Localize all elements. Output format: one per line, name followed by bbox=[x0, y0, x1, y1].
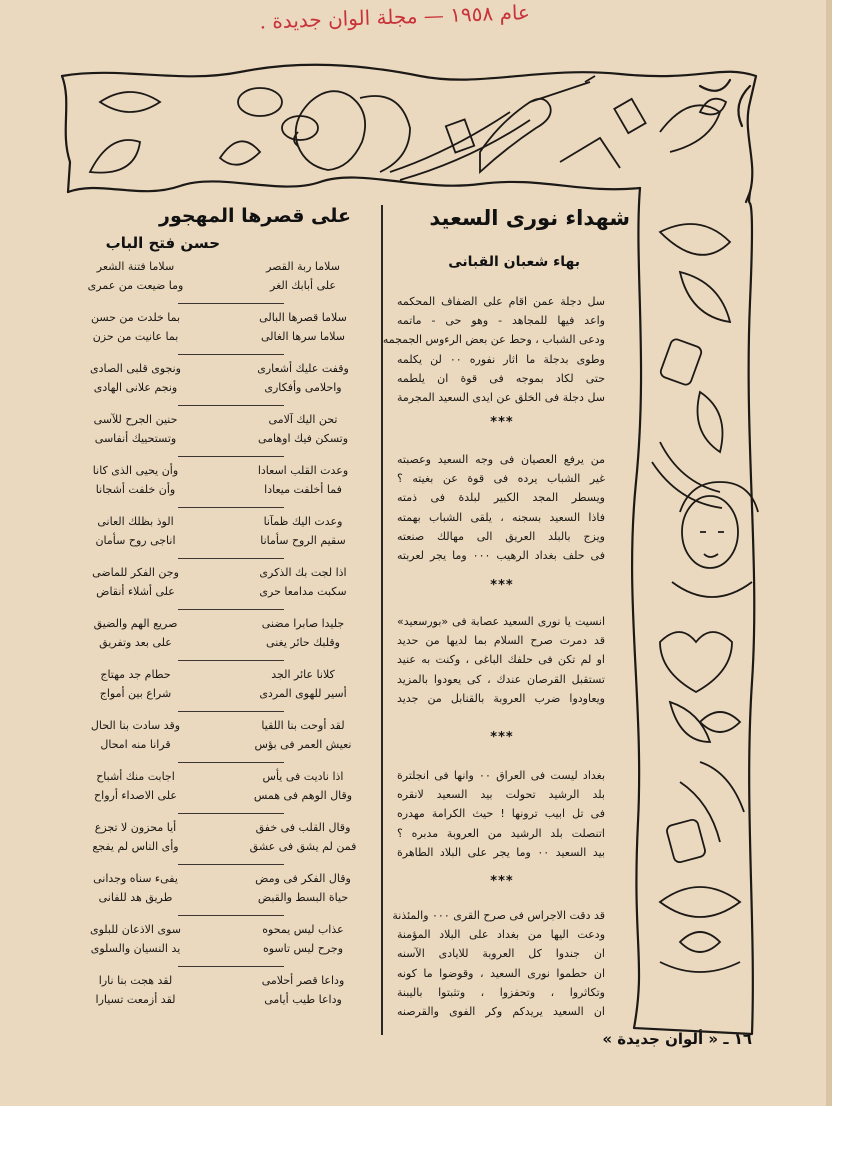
poem-stanza bbox=[58, 666, 376, 717]
article-line: من يرفع العصيان فى وجه السعيد وعصبته bbox=[397, 453, 605, 466]
article-line: ودعت اليها من بغداد على البلاد المؤمنة bbox=[397, 928, 605, 942]
article-line: فاذا السعيد بسجنه ، يلقى الشباب بهمته bbox=[397, 510, 605, 524]
poem-stanza bbox=[58, 360, 376, 411]
poem-stanza bbox=[58, 462, 376, 513]
article-paragraph-5 bbox=[392, 906, 605, 1024]
poem-verse: وعدت القلب اسعادا bbox=[257, 464, 349, 477]
article-line: غير الشباب يرده فى قوة عن بغيته ؟ bbox=[397, 472, 605, 486]
article-line: بيد السعيد ٠٠ وما يجر على البلاد الطاهرة bbox=[397, 845, 605, 859]
article-line: او لم تكن فى حلفك الباغى ، وكنت به عنيد bbox=[397, 653, 605, 667]
article-line: سل دجلة عمن اقام على الضفاف المحكمه bbox=[397, 295, 605, 308]
article-line: ويسطر المجد الكبير لبلدة فى ذمته bbox=[397, 491, 605, 505]
stanza-rule bbox=[178, 660, 284, 661]
poem-stanza bbox=[58, 819, 376, 870]
article-line: فى حلف بغداد الرهيب ٠٠٠ وما يجر لعربته bbox=[397, 548, 605, 562]
poem-verse: وقال الفكر فى ومض bbox=[255, 872, 351, 885]
poem-verse: سوى الاذعان للبلوى bbox=[90, 923, 181, 936]
poem-verse: سلاما فتنة الشعر bbox=[96, 260, 175, 273]
article-line: انسيت يا نورى السعيد عصابة فى «بورسعيد» bbox=[397, 615, 605, 628]
article-line: حتى لكاد بموجه فى قوة ان يلطمه bbox=[397, 371, 605, 385]
poem-verse: شراع بين أمواج bbox=[99, 687, 172, 700]
section-separator: *** bbox=[490, 874, 514, 889]
stanza-rule bbox=[178, 354, 284, 355]
article-line: وتكاثروا ، وتحفزوا ، وتثبتوا باليبنة bbox=[397, 985, 605, 999]
article-line: اتنصلت بلد الرشيد من العروبة مدبره ؟ bbox=[397, 826, 605, 840]
poem-verse: وداعا طيب أيامى bbox=[264, 993, 342, 1006]
article-line: ودعى الشباب ، وحط عن بعض الرءوس الجمجمه bbox=[382, 333, 605, 347]
poem-stanza bbox=[58, 870, 376, 921]
poem-stanza bbox=[58, 972, 376, 1023]
poem-verse: سكبت مدامعا حرى bbox=[259, 585, 347, 598]
poem-verse: وقلبك حائر يغنى bbox=[266, 636, 340, 649]
article-line: بلد الرشيد تحولت بيد السعيد لانقره bbox=[397, 788, 605, 802]
article-line: فى تل ابيب ترونها ! حيث الكرامة مهدره bbox=[397, 807, 605, 821]
poem-author: حسن فتح الباب bbox=[105, 234, 220, 252]
article-line: ويزج بالبلد العريق الى مهالك صنعته bbox=[397, 529, 605, 543]
article-line: ويعاودوا ضرب العروبة بالقنابل من جديد bbox=[397, 691, 605, 705]
poem-verse: وجرح ليس تاسوه bbox=[262, 942, 344, 955]
poem-verse: وتسكن فيك اوهامى bbox=[257, 432, 349, 445]
poem-verse: سلاما سرها الغالى bbox=[260, 330, 346, 343]
article-line: بغداد ليست فى العراق ٠٠ وانها فى انجلترة bbox=[397, 769, 606, 782]
stanza-rule bbox=[178, 456, 284, 457]
poem-verse: وجن الفكر للماضى bbox=[92, 566, 179, 579]
poem-verse: لقد هجت بنا نارا bbox=[98, 974, 173, 987]
poem-stanza bbox=[58, 309, 376, 360]
stanza-rule bbox=[178, 303, 284, 304]
poem-verse: وقفت عليك أشعارى bbox=[257, 362, 349, 375]
poem-verse: بما عانيت من حزن bbox=[92, 330, 179, 343]
poem-verse: اجابت منك أشباح bbox=[96, 770, 175, 783]
poem-verse: سقيم الروح سأمانا bbox=[260, 534, 346, 547]
poem-body bbox=[58, 258, 376, 1006]
poem-verse: تحن اليك آلامى bbox=[268, 413, 338, 426]
poem-verse: طريق هد للفانى bbox=[98, 891, 173, 904]
poem-verse: نعيش العمر فى بؤس bbox=[254, 738, 352, 751]
poem-verse: على الاصداء أرواح bbox=[94, 789, 177, 802]
poem-stanza bbox=[58, 513, 376, 564]
poem-verse: وقال القلب فى خفق bbox=[255, 821, 351, 834]
stanza-rule bbox=[178, 762, 284, 763]
poem-verse: بما خلدت من حسن bbox=[90, 311, 181, 324]
stanza-rule bbox=[178, 558, 284, 559]
poem-verse: لقد أزمعت تسيارا bbox=[95, 993, 176, 1006]
poem-verse: عذاب ليس يمحوه bbox=[262, 923, 344, 936]
poem-verse: لقد أوحت بنا اللقيا bbox=[261, 719, 345, 732]
poem-verse: أيا محزون لا تجزع bbox=[94, 821, 177, 834]
stanza-rule bbox=[178, 609, 284, 610]
poem-verse: وأى الناس لم يفجع bbox=[92, 840, 179, 853]
stanza-rule bbox=[178, 966, 284, 967]
poem-stanza bbox=[58, 921, 376, 972]
poem-stanza bbox=[58, 717, 376, 768]
poem-stanza bbox=[58, 258, 376, 309]
stanza-rule bbox=[178, 507, 284, 508]
article-line: ان جندوا كل العروبة للايادى الآسنه bbox=[397, 947, 605, 961]
poem-verse: وعدت اليك ظمآنا bbox=[263, 515, 343, 528]
poem-verse: سلاما قصرها البالى bbox=[259, 311, 347, 324]
poem-stanza bbox=[58, 615, 376, 666]
poem-verse: أسير للهوى المردى bbox=[259, 687, 347, 700]
article-paragraph-3 bbox=[397, 612, 605, 710]
stanza-rule bbox=[178, 915, 284, 916]
poem-verse: وتستحييك أنفاسى bbox=[94, 432, 177, 445]
article-line: وطوى بدجلة ما اثار نفوره ٠٠ لن يكلمه bbox=[397, 352, 605, 366]
stanza-rule bbox=[178, 405, 284, 406]
poem-verse: حياة البسط والقبض bbox=[257, 891, 349, 904]
article-title: شهداء نورى السعيد bbox=[429, 206, 630, 230]
section-separator: *** bbox=[490, 730, 514, 745]
poem-verse: وقال الوهم فى همس bbox=[253, 789, 353, 802]
poem-verse: جليدا صابرا مضنى bbox=[261, 617, 345, 630]
poem-verse: ونجم علانى الهادى bbox=[93, 381, 178, 394]
poem-verse: على أبابك الغر bbox=[270, 279, 336, 292]
poem-verse: قرانا منه امحال bbox=[100, 738, 171, 751]
poem-verse: على أشلاء أنقاض bbox=[96, 585, 175, 598]
poem-verse: فما أخلفت ميعادا bbox=[264, 483, 342, 496]
poem-verse: حنين الجرح للآسى bbox=[93, 413, 178, 426]
article-line: قد دمرت صرح السلام بما لديها من حديد bbox=[397, 634, 605, 648]
article-line: واعد فيها للمجاهد - وهو حى - ماتمه bbox=[397, 314, 605, 328]
poem-verse: كلانا عائر الجد bbox=[271, 668, 335, 681]
section-separator: *** bbox=[490, 578, 514, 593]
stanza-rule bbox=[178, 864, 284, 865]
article-paragraph-1 bbox=[382, 292, 605, 410]
poem-verse: يد النسيان والسلوى bbox=[90, 942, 181, 955]
stanza-rule bbox=[178, 711, 284, 712]
poem-stanza bbox=[58, 768, 376, 819]
poem-verse: اذا ناديت فى يأس bbox=[262, 770, 344, 783]
article-line: سل دجلة فى الخلق عن ايدى السعيد المجرمة bbox=[397, 390, 605, 404]
article-line: قد دقت الاجراس فى صرح القرى ٠٠٠ والمئذنة bbox=[392, 909, 605, 922]
poem-verse: سلاما ربة القصر bbox=[266, 260, 340, 273]
poem-title: على قصرها المهجور bbox=[159, 205, 351, 227]
poem-verse: صريع الهم والضيق bbox=[93, 617, 178, 630]
poem-verse: ونجوى قلبى الصادى bbox=[90, 362, 181, 375]
article-line: تستقبل القرصان عندك ، كى يعودوا بالمزيد bbox=[397, 672, 605, 686]
handwritten-note: عام ١٩٥٨ — مجلة الوان جديدة . bbox=[259, 0, 531, 34]
poem-verse: وأن يحيى الذى كانا bbox=[92, 464, 179, 477]
article-line: ان حطموا نورى السعيد ، وقوضوا ما كونه bbox=[397, 966, 605, 980]
poem-verse: وما ضيعت من عمرى bbox=[87, 279, 184, 292]
article-paragraph-2 bbox=[397, 450, 605, 568]
poem-verse: اناجى روح سأمان bbox=[95, 534, 176, 547]
stanza-rule bbox=[178, 813, 284, 814]
poem-verse: يفىء سناه وجدانى bbox=[93, 872, 178, 885]
poem-verse: فمن لم يشق فى عشق bbox=[249, 840, 357, 853]
poem-stanza bbox=[58, 564, 376, 615]
article-author: بهاء شعبان القبانى bbox=[448, 254, 580, 270]
poem-verse: على بعد وتفريق bbox=[99, 636, 172, 649]
page-footer: ١٦ ـ « ألوان جديدة » bbox=[602, 1030, 752, 1048]
poem-verse: حطام جد مهتاج bbox=[100, 668, 171, 681]
article-paragraph-4 bbox=[397, 766, 605, 864]
poem-verse: واحلامى وأفكارى bbox=[264, 381, 342, 394]
poem-verse: اذا لجت بك الذكرى bbox=[259, 566, 347, 579]
poem-verse: الوذ بظلك العانى bbox=[97, 515, 174, 528]
poem-verse: وداعا قصر أحلامى bbox=[261, 974, 345, 987]
poem-verse: وقد سادت بنا الحال bbox=[90, 719, 181, 732]
article-line: ان السعيد يريدكم وكر الفوى والقرصنه bbox=[397, 1004, 605, 1018]
poem-stanza bbox=[58, 411, 376, 462]
poem-verse: وأن خلفت أشجانا bbox=[95, 483, 176, 496]
section-separator: *** bbox=[490, 415, 514, 430]
